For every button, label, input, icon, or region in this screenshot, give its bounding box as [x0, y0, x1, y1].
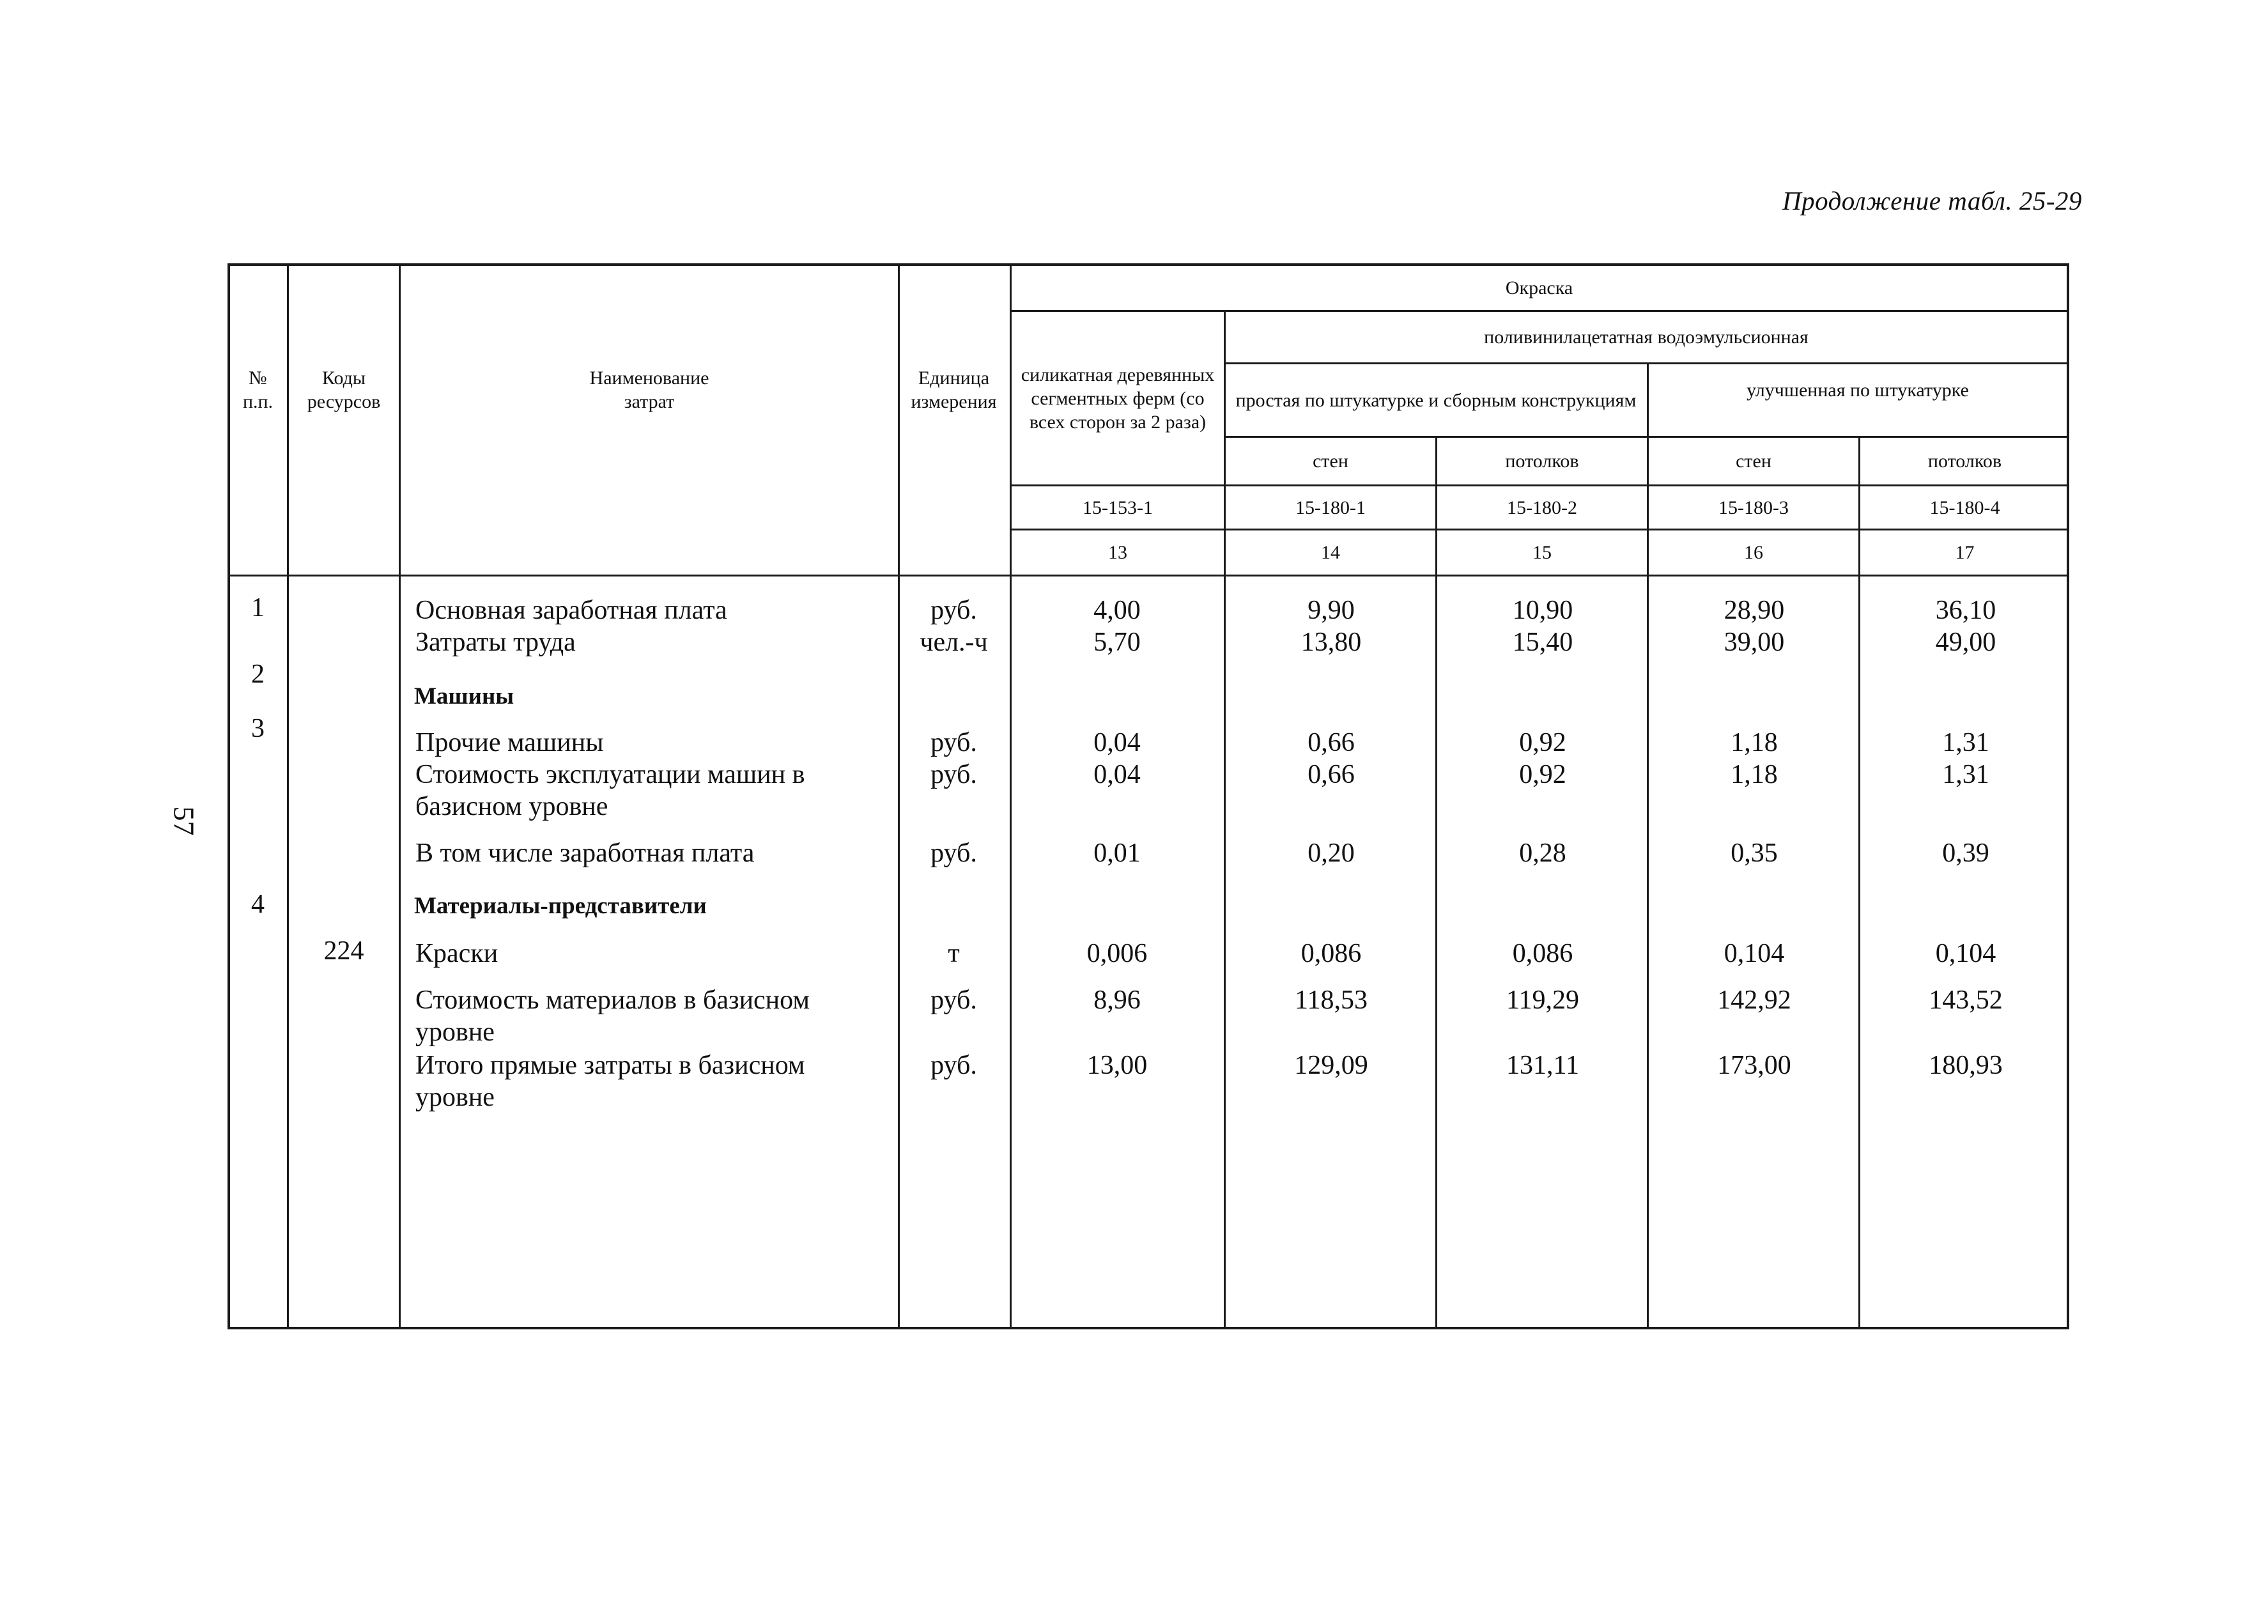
section-heading: Машины [414, 683, 514, 709]
header-ceilings: потолков [1505, 451, 1579, 472]
column-number: 14 [1321, 542, 1340, 563]
unit: чел.-ч [920, 628, 988, 657]
row-number: 4 [251, 890, 265, 919]
cost-name: В том числе заработная плата [415, 839, 755, 868]
value-cell: 1,31 [1942, 760, 1989, 789]
header-pva: поливинилацетатная водоэмульсионная [1484, 327, 1809, 348]
cost-name: Затраты труда [415, 628, 576, 657]
resource-code: 224 [323, 936, 364, 966]
header-cost-name: Наименование затрат [589, 367, 709, 412]
header-painting: Окраска [1505, 277, 1573, 298]
unit: руб. [930, 1051, 977, 1080]
value-cell: 4,00 [1093, 596, 1141, 625]
value-cell: 173,00 [1717, 1051, 1791, 1080]
value-cell: 1,18 [1731, 728, 1778, 757]
cost-name: Прочие машины [415, 728, 604, 757]
resource-code-header: 15-180-2 [1507, 497, 1577, 518]
value-cell: 0,04 [1093, 728, 1141, 757]
value-cell: 0,086 [1512, 939, 1573, 968]
value-cell: 142,92 [1717, 986, 1791, 1015]
resource-code-header: 15-153-1 [1083, 497, 1153, 518]
unit: руб. [930, 986, 977, 1015]
value-cell: 0,01 [1093, 839, 1141, 868]
unit: руб. [930, 760, 977, 789]
cost-name: Стоимость эксплуатации машин в базисном уровне [415, 760, 805, 821]
header-number: № п.п. [242, 367, 274, 412]
divider [228, 575, 2069, 576]
value-cell: 0,006 [1086, 939, 1148, 968]
value-cell: 15,40 [1512, 628, 1573, 657]
header-walls: стен [1736, 451, 1771, 472]
header-simple-plaster: простая по штукатурке и сборным конструкциям [1235, 389, 1637, 411]
value-cell: 0,92 [1519, 760, 1566, 789]
cost-name: Стоимость материалов в базисном уровне [415, 986, 810, 1047]
cost-name: Основная заработная плата [415, 596, 727, 625]
value-cell: 0,35 [1731, 839, 1778, 868]
value-cell: 118,53 [1295, 986, 1368, 1015]
unit: т [948, 939, 960, 968]
unit: руб. [930, 839, 977, 868]
value-cell: 180,93 [1929, 1051, 2003, 1080]
value-cell: 39,00 [1724, 628, 1785, 657]
value-cell: 0,20 [1308, 839, 1355, 868]
value-cell: 10,90 [1512, 596, 1573, 625]
value-cell: 0,086 [1300, 939, 1362, 968]
row-number: 3 [251, 714, 265, 743]
header-unit: Единица измерения [911, 367, 997, 412]
value-cell: 131,11 [1506, 1051, 1579, 1080]
value-cell: 9,90 [1308, 596, 1355, 625]
table-continuation-caption: Продолжение табл. 25-29 [1782, 186, 2082, 215]
value-cell: 49,00 [1935, 628, 1996, 657]
value-cell: 0,104 [1724, 939, 1785, 968]
value-cell: 143,52 [1929, 986, 2003, 1015]
header-walls: стен [1313, 451, 1348, 472]
value-cell: 13,80 [1300, 628, 1362, 657]
value-cell: 0,66 [1308, 760, 1355, 789]
unit: руб. [930, 728, 977, 757]
resource-code-header: 15-180-3 [1718, 497, 1789, 518]
value-cell: 0,04 [1093, 760, 1141, 789]
column-number: 17 [1955, 542, 1975, 563]
cost-name: Итого прямые затраты в базисном уровне [415, 1051, 805, 1112]
value-cell: 28,90 [1724, 596, 1785, 625]
value-cell: 0,28 [1519, 839, 1566, 868]
section-heading: Материалы-представители [414, 893, 707, 919]
page-number: 57 [167, 806, 201, 836]
row-number: 1 [251, 593, 265, 623]
cost-name: Краски [415, 939, 498, 968]
value-cell: 0,39 [1942, 839, 1989, 868]
value-cell: 119,29 [1506, 986, 1579, 1015]
value-cell: 0,92 [1519, 728, 1566, 757]
value-cell: 8,96 [1093, 986, 1141, 1015]
column-number: 15 [1532, 542, 1552, 563]
resource-code-header: 15-180-4 [1929, 497, 2000, 518]
value-cell: 129,09 [1294, 1051, 1368, 1080]
value-cell: 36,10 [1935, 596, 1996, 625]
value-cell: 13,00 [1086, 1051, 1148, 1080]
header-silicate: силикатная деревянных сегментных ферм (со всех сторон за 2 раза) [1021, 364, 1215, 433]
column-number: 13 [1108, 542, 1127, 563]
header-ceilings: потолков [1927, 451, 2002, 472]
value-cell: 1,31 [1942, 728, 1989, 757]
row-number: 2 [251, 660, 265, 689]
header-improved-plaster: улучшенная по штукатурке [1747, 379, 1969, 401]
unit: руб. [930, 596, 977, 625]
value-cell: 1,18 [1731, 760, 1778, 789]
value-cell: 0,66 [1308, 728, 1355, 757]
value-cell: 0,104 [1935, 939, 1996, 968]
column-number: 16 [1744, 542, 1763, 563]
header-resource-codes: Коды ресурсов [307, 367, 381, 412]
resource-code-header: 15-180-1 [1295, 497, 1366, 518]
value-cell: 5,70 [1093, 628, 1141, 657]
